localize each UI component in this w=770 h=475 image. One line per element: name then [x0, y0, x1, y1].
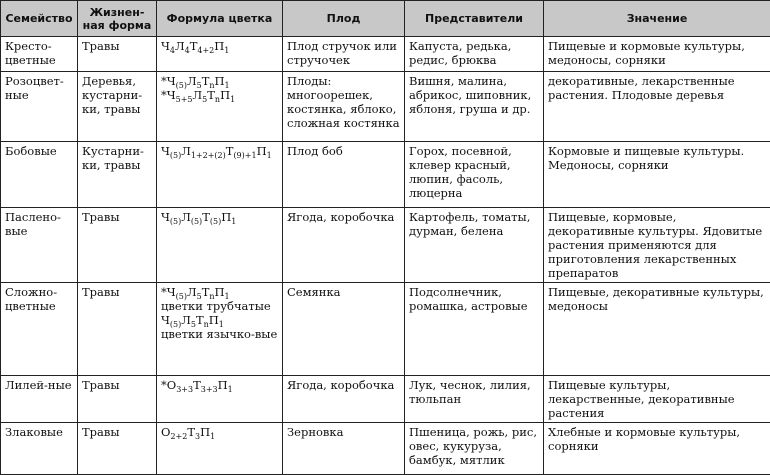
cell-life-form: Травы	[78, 208, 157, 283]
formula-subscript: n	[204, 320, 209, 329]
formula-symbol: Л	[187, 74, 197, 88]
formula-subscript: (5)	[210, 217, 221, 226]
formula-symbol: Ч	[161, 144, 170, 158]
formula-symbol: Л	[181, 144, 191, 158]
cell-representatives: Вишня, малина, абрикос, шиповник, яблоня, груша и др.	[405, 72, 544, 142]
header-row	[1, 1, 770, 37]
formula-subscript: 2+2	[170, 432, 187, 441]
cell-representatives: Горох, посевной, клевер красный, люпин, фасоль, люцерна	[405, 142, 544, 208]
formula-symbol: П	[209, 313, 219, 327]
formula-symbol: П	[218, 378, 228, 392]
formula-symbol: Т	[190, 39, 198, 53]
cell-formula	[157, 72, 283, 142]
cell-life-form: Травы	[78, 376, 157, 423]
formula-subscript: 1	[225, 81, 230, 90]
cell-formula	[157, 142, 283, 208]
formula-symbol: Т	[202, 74, 210, 88]
cell-significance: Пищевые и кормовые культуры, медоносы, сорняки	[544, 37, 770, 72]
header-fruit: Плод	[283, 1, 405, 37]
formula-symbol: П	[215, 285, 225, 299]
formula-line	[161, 210, 278, 224]
cell-representatives: Картофель, томаты, дурман, белена	[405, 208, 544, 283]
formula-subscript: 1	[267, 151, 272, 160]
formula-symbol: Т	[187, 425, 195, 439]
cell-family: Розоцвет-ные	[1, 72, 78, 142]
formula-line	[161, 425, 278, 439]
cell-fruit: Плоды: многоорешек, костянка, яблоко, сложная костянка	[283, 72, 405, 142]
formula-subscript: 1	[231, 217, 236, 226]
cell-life-form: Травы	[78, 37, 157, 72]
formula-symbol: цветки язычко-вые	[161, 327, 277, 341]
formula-subscript: 5	[197, 292, 202, 301]
formula-subscript: 3	[195, 432, 200, 441]
formula-subscript: 3+3	[176, 385, 193, 394]
formula-subscript: (9)+1	[233, 151, 256, 160]
formula-symbol: Т	[202, 285, 210, 299]
formula-subscript: 3+3	[201, 385, 218, 394]
formula-subscript: (5)	[176, 81, 187, 90]
formula-symbol: Т	[196, 313, 204, 327]
formula-symbol: Т	[207, 88, 215, 102]
cell-significance: Пищевые культуры, лекарственные, декоративные растения	[544, 376, 770, 423]
header-representatives: Представители	[405, 1, 544, 37]
formula-subscript: 1	[228, 385, 233, 394]
cell-significance: декоративные, лекарственные растения. Плодовые деревья	[544, 72, 770, 142]
table-row	[1, 376, 770, 423]
formula-subscript: 4	[170, 46, 175, 55]
cell-formula	[157, 208, 283, 283]
formula-symbol: *Ч	[161, 285, 176, 299]
table-row	[1, 208, 770, 283]
cell-significance: Кормовые и пищевые культуры. Медоносы, сорняки	[544, 142, 770, 208]
table-row	[1, 72, 770, 142]
header-family: Семейство	[1, 1, 78, 37]
cell-significance: Хлебные и кормовые культуры, сорняки	[544, 423, 770, 475]
formula-symbol: П	[214, 39, 224, 53]
header-significance: Значение	[544, 1, 770, 37]
formula-subscript: 4+2	[197, 46, 214, 55]
cell-significance: Пищевые, кормовые, декоративные культуры. Ядовитые растения применяются для приготовления лекарственных препаратов	[544, 208, 770, 283]
table-row	[1, 283, 770, 376]
cell-fruit: Ягода, коробочка	[283, 208, 405, 283]
cell-life-form: Деревья, кустарни-ки, травы	[78, 72, 157, 142]
cell-fruit: Семянка	[283, 283, 405, 376]
formula-symbol: О	[161, 425, 170, 439]
formula-subscript: 1	[225, 292, 230, 301]
cell-representatives: Подсолнечник, ромашка, астровые	[405, 283, 544, 376]
formula-subscript: (5)	[170, 217, 181, 226]
cell-family: Бобовые	[1, 142, 78, 208]
formula-subscript: 4	[185, 46, 190, 55]
header-life-form: Жизнен-ная форма	[78, 1, 157, 37]
cell-fruit: Плод боб	[283, 142, 405, 208]
formula-symbol: П	[220, 88, 230, 102]
formula-subscript: 5+5	[176, 95, 193, 104]
formula-symbol: Л	[181, 210, 191, 224]
cell-life-form: Травы	[78, 283, 157, 376]
formula-line	[161, 313, 278, 327]
formula-symbol: Л	[181, 313, 191, 327]
formula-symbol: Т	[202, 210, 210, 224]
cell-fruit: Плод стручок или стручочек	[283, 37, 405, 72]
formula-symbol: *Ч	[161, 88, 176, 102]
cell-family: Кресто-цветные	[1, 37, 78, 72]
cell-representatives: Капуста, редька, редис, брюква	[405, 37, 544, 72]
formula-symbol: цветки трубчатые	[161, 299, 271, 313]
formula-subscript: 5	[202, 95, 207, 104]
formula-subscript: 1	[219, 320, 224, 329]
header-formula: Формула цветка	[157, 1, 283, 37]
cell-formula	[157, 283, 283, 376]
formula-subscript: (5)	[176, 292, 187, 301]
formula-line	[161, 378, 278, 392]
formula-line	[161, 74, 278, 88]
cell-formula	[157, 37, 283, 72]
formula-symbol: П	[215, 74, 225, 88]
formula-subscript: 5	[191, 320, 196, 329]
cell-fruit: Ягода, коробочка	[283, 376, 405, 423]
formula-subscript: 1	[230, 95, 235, 104]
formula-subscript: n	[209, 81, 214, 90]
cell-representatives: Пшеница, рожь, рис, овес, кукуруза, бамбук, мятлик	[405, 423, 544, 475]
cell-life-form: Травы	[78, 423, 157, 475]
formula-subscript: 1	[224, 46, 229, 55]
cell-representatives: Лук, чеснок, лилия, тюльпан	[405, 376, 544, 423]
formula-symbol: Т	[226, 144, 234, 158]
cell-fruit: Зерновка	[283, 423, 405, 475]
cell-family: Паслено-вые	[1, 208, 78, 283]
formula-line	[161, 299, 278, 313]
cell-formula	[157, 376, 283, 423]
formula-line	[161, 88, 278, 102]
formula-symbol: *О	[161, 378, 176, 392]
formula-line	[161, 285, 278, 299]
formula-symbol: Ч	[161, 313, 170, 327]
cell-significance: Пищевые, декоративные культуры, медоносы	[544, 283, 770, 376]
formula-subscript: n	[209, 292, 214, 301]
formula-symbol: Ч	[161, 39, 170, 53]
formula-symbol: *Ч	[161, 74, 176, 88]
formula-subscript: 5	[197, 81, 202, 90]
table-row	[1, 37, 770, 72]
table-row	[1, 423, 770, 475]
cell-life-form: Кустарни-ки, травы	[78, 142, 157, 208]
formula-symbol: Л	[187, 285, 197, 299]
formula-symbol: П	[221, 210, 231, 224]
formula-subscript: (5)	[191, 217, 202, 226]
formula-subscript: (5)	[170, 151, 181, 160]
formula-symbol: Л	[193, 88, 203, 102]
formula-subscript: (5)	[170, 320, 181, 329]
cell-family: Лилей-ные	[1, 376, 78, 423]
formula-symbol: Т	[193, 378, 201, 392]
formula-line	[161, 327, 278, 341]
formula-symbol: П	[200, 425, 210, 439]
cell-family: Злаковые	[1, 423, 78, 475]
cell-formula	[157, 423, 283, 475]
formula-symbol: Ч	[161, 210, 170, 224]
formula-line	[161, 39, 278, 53]
formula-symbol: Л	[175, 39, 185, 53]
table-row	[1, 142, 770, 208]
formula-subscript: 1+2+(2)	[191, 151, 226, 160]
cell-family: Сложно-цветные	[1, 283, 78, 376]
formula-subscript: n	[215, 95, 220, 104]
formula-subscript: 1	[210, 432, 215, 441]
formula-line	[161, 144, 278, 158]
formula-symbol: П	[257, 144, 267, 158]
